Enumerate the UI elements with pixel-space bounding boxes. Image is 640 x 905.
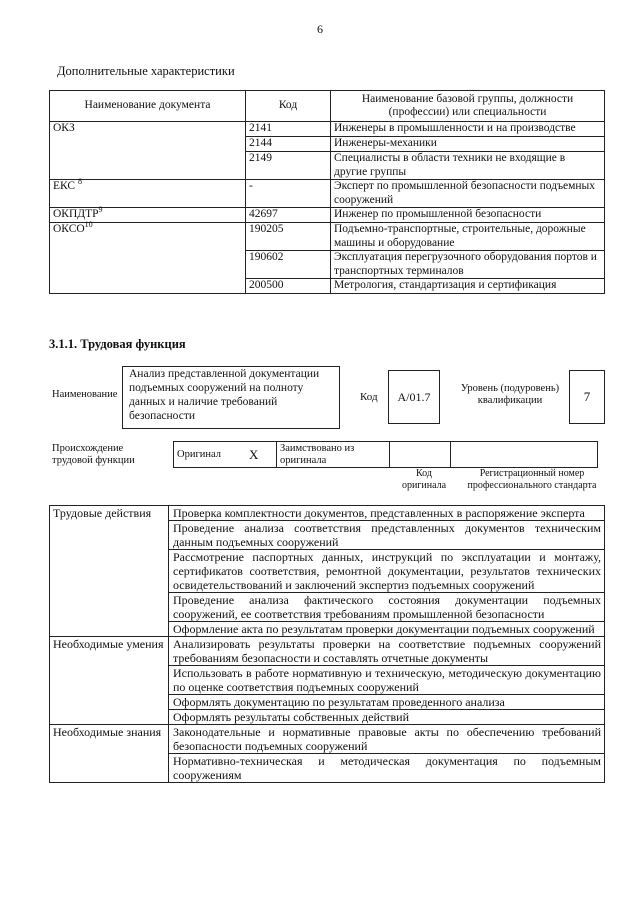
list-item: Проведение анализа фактического состояния документации подъемных сооружений, ее соответствия требованиям промышленной безопасности xyxy=(169,593,605,622)
footnote-ref: 9 xyxy=(98,205,103,215)
footnote-ref: 10 xyxy=(84,220,93,230)
name-cell: Специалисты в области техники не входящие в другие группы xyxy=(331,152,605,180)
footnote-ref: 8 xyxy=(77,177,82,187)
registration-number-label: Регистрационный номер профессионального стандарта xyxy=(467,468,597,491)
table-row xyxy=(50,725,605,754)
borrowed-label: Заимствовано из оригинала xyxy=(277,442,390,468)
original-code-label: Код оригинала xyxy=(401,468,447,491)
doc-name: ЕКС xyxy=(53,180,76,192)
header-document: Наименование документа xyxy=(50,91,246,122)
list-item: Оформление акта по результатам проверки документации подъемных сооружений xyxy=(169,622,605,637)
actions-title: Трудовые действия xyxy=(50,506,169,637)
doc-name: ОКСО xyxy=(53,223,85,235)
code-cell: 2149 xyxy=(246,152,331,180)
origin-table xyxy=(173,441,598,468)
code-cell: 42697 xyxy=(246,208,331,223)
original-label: Оригинал xyxy=(174,442,247,468)
code-cell: - xyxy=(246,180,331,208)
header-code: Код xyxy=(246,91,331,122)
name-cell: Инженеры-механики xyxy=(331,137,605,152)
labor-function-details-table xyxy=(49,505,605,783)
list-item: Проверка комплектности документов, представленных в распоряжение эксперта xyxy=(169,506,605,521)
page-number: 6 xyxy=(317,22,323,36)
code-cell: 190205 xyxy=(246,223,331,251)
header-group-name: Наименование базовой группы, должности (профессии) или специальности xyxy=(331,91,605,122)
list-item: Законодательные и нормативные правовые акты по обеспечению требований безопасности подъемных сооружений xyxy=(169,725,605,754)
table-row xyxy=(50,208,605,223)
doc-name: ОКПДТР xyxy=(53,208,99,220)
code-cell: 2141 xyxy=(246,122,331,137)
qualification-level-label: Уровень (подуровень) квалификации xyxy=(460,383,560,406)
knowledge-title: Необходимые знания xyxy=(50,725,169,783)
table-row xyxy=(50,506,605,521)
origin-label: Происхождение трудовой функции xyxy=(52,443,135,466)
qualification-level-box: 7 xyxy=(569,370,605,424)
doc-name: ОКЗ xyxy=(53,122,75,134)
table-row xyxy=(50,180,605,208)
name-cell: Подъемно-транспортные, строительные, дорожные машины и оборудование xyxy=(331,223,605,251)
original-mark: X xyxy=(246,442,277,468)
list-item: Рассмотрение паспортных данных, инструкций по эксплуатации и монтажу, сертификатов соответствия, ремонтной документации, результатов технических освидетельствований и заключений экспертиз подъемных сооружений xyxy=(169,550,605,593)
additional-characteristics-table xyxy=(49,90,605,294)
table-header-row xyxy=(50,91,605,122)
function-name-box: Анализ представленной документации подъемных сооружений на полноту данных и наличие требований безопасности xyxy=(122,366,340,429)
code-cell: 200500 xyxy=(246,279,331,294)
table-row xyxy=(50,223,605,251)
additional-characteristics-title: Дополнительные характеристики xyxy=(57,64,235,78)
doc-cell xyxy=(50,220,246,294)
list-item: Использовать в работе нормативную и техническую, методическую документацию по оценке соответствия подъемных сооружений xyxy=(169,666,605,695)
table-row xyxy=(50,637,605,666)
code-cell: 2144 xyxy=(246,137,331,152)
function-code-box: А/01.7 xyxy=(388,370,440,424)
skills-title: Необходимые умения xyxy=(50,637,169,725)
list-item: Оформлять документацию по результатам проведенного анализа xyxy=(169,695,605,710)
table-row xyxy=(50,122,605,137)
name-label: Наименование xyxy=(52,389,118,400)
name-cell: Инженеры в промышленности и на производстве xyxy=(331,122,605,137)
list-item: Проведение анализа соответствия представленных документов техническим данным подъемных сооружений xyxy=(169,521,605,550)
doc-cell xyxy=(50,177,246,208)
list-item: Анализировать результаты проверки на соответствие подъемных сооружений требованиям безопасности и составлять отчетные документы xyxy=(169,637,605,666)
code-cell: 190602 xyxy=(246,251,331,279)
doc-cell xyxy=(50,122,246,180)
labor-function-heading: 3.1.1. Трудовая функция xyxy=(49,337,186,351)
name-cell: Эксперт по промышленной безопасности подъемных сооружений xyxy=(331,180,605,208)
code-label: Код xyxy=(360,391,378,403)
original-code-cell xyxy=(390,442,451,468)
doc-cell xyxy=(50,205,246,223)
list-item: Нормативно-техническая и методическая документация по подъемным сооружениям xyxy=(169,754,605,783)
list-item: Оформлять результаты собственных действий xyxy=(169,710,605,725)
name-cell: Метрология, стандартизация и сертификация xyxy=(331,279,605,294)
registration-number-cell xyxy=(451,442,598,468)
name-cell: Инженер по промышленной безопасности xyxy=(331,208,605,223)
name-cell: Эксплуатация перегрузочного оборудования портов и транспортных терминалов xyxy=(331,251,605,279)
